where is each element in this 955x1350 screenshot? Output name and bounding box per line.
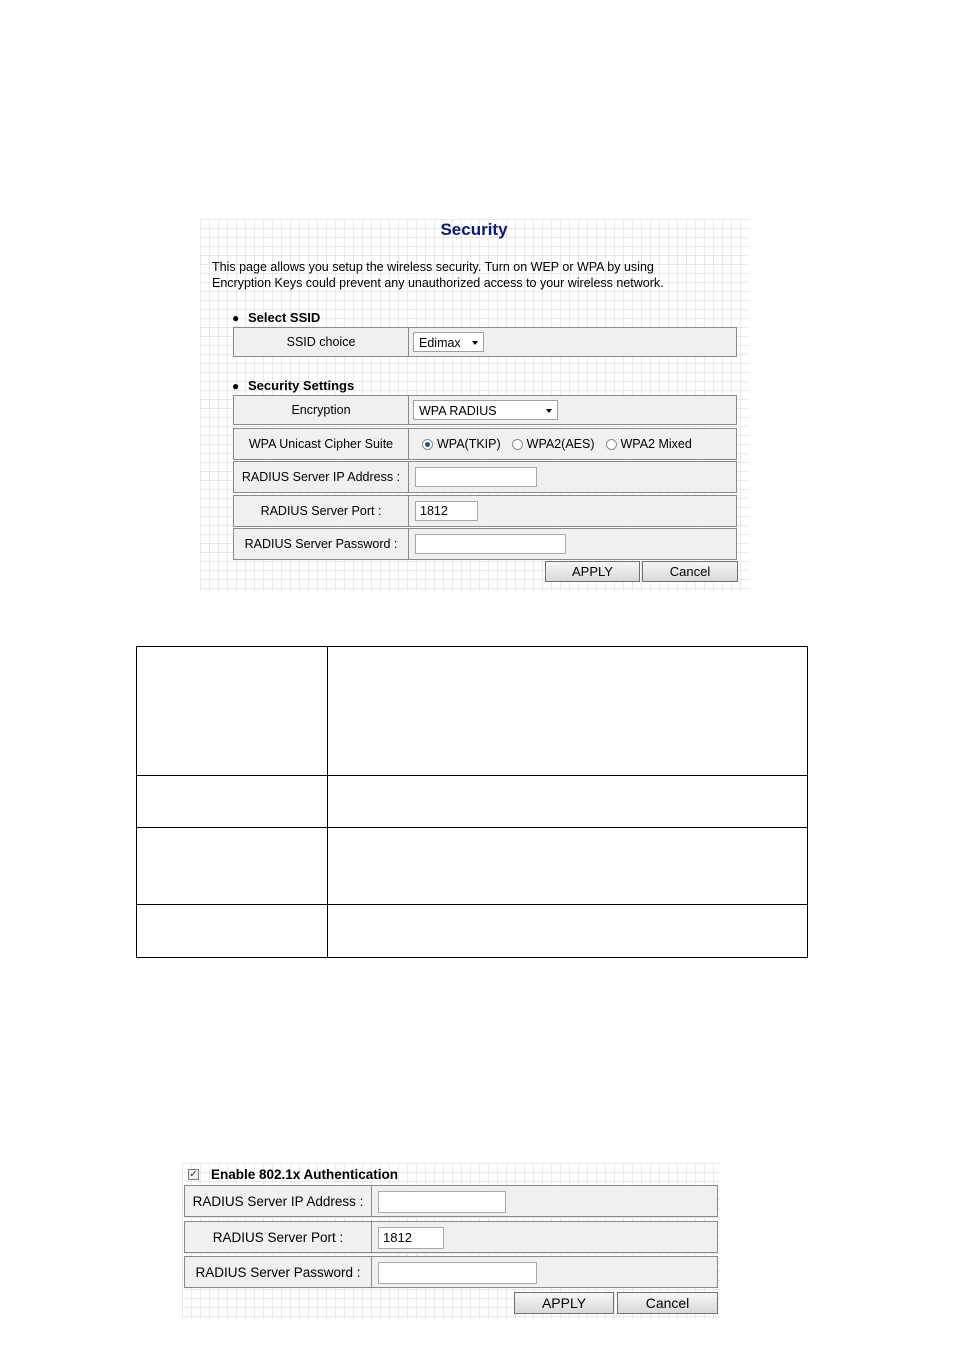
radius-port-row bbox=[233, 495, 737, 527]
dot1x-cancel-button[interactable]: Cancel bbox=[617, 1292, 718, 1314]
cipher-suite-label: WPA Unicast Cipher Suite bbox=[234, 429, 409, 459]
dot1x-radius-password-row bbox=[184, 1256, 718, 1288]
dot1x-radius-port-input[interactable]: 1812 bbox=[378, 1227, 444, 1249]
table-cell bbox=[328, 647, 808, 776]
radius-password-row bbox=[233, 528, 737, 560]
intro-line-1: This page allows you setup the wireless security. Turn on WEP or WPA by using bbox=[212, 260, 654, 274]
radio-button-mixed[interactable] bbox=[606, 439, 617, 450]
radius-password-input[interactable] bbox=[415, 534, 566, 554]
radius-password-label: RADIUS Server Password : bbox=[234, 529, 409, 559]
table-row bbox=[137, 828, 808, 905]
description-table bbox=[136, 646, 808, 958]
chevron-down-icon bbox=[546, 409, 552, 413]
cipher-option-aes-label: WPA2(AES) bbox=[526, 437, 595, 451]
bullet-icon: ● bbox=[232, 311, 240, 325]
cipher-option-tkip-label: WPA(TKIP) bbox=[437, 437, 501, 451]
cipher-option-mixed-label: WPA2 Mixed bbox=[620, 437, 692, 451]
table-cell bbox=[328, 776, 808, 828]
table-cell bbox=[137, 776, 328, 828]
ssid-choice-row bbox=[233, 327, 737, 357]
cipher-option-mixed[interactable] bbox=[606, 437, 692, 451]
table-row bbox=[137, 905, 808, 958]
cipher-option-aes[interactable] bbox=[512, 437, 595, 451]
radius-ip-row bbox=[233, 461, 737, 493]
chevron-down-icon bbox=[472, 341, 478, 345]
radius-ip-input[interactable] bbox=[415, 467, 537, 487]
table-cell bbox=[137, 905, 328, 958]
radius-port-label: RADIUS Server Port : bbox=[234, 496, 409, 526]
dot1x-radius-port-label: RADIUS Server Port : bbox=[185, 1222, 372, 1252]
encryption-select[interactable] bbox=[413, 400, 558, 420]
page-title: Security bbox=[440, 220, 508, 239]
ssid-choice-select[interactable] bbox=[413, 332, 484, 352]
radius-port-input[interactable]: 1812 bbox=[415, 501, 478, 521]
dot1x-radius-port-row bbox=[184, 1221, 718, 1253]
dot1x-radius-ip-label: RADIUS Server IP Address : bbox=[185, 1186, 372, 1216]
radio-button-aes[interactable] bbox=[512, 439, 523, 450]
intro-line-2: Encryption Keys could prevent any unauthorized access to your wireless network. bbox=[212, 276, 664, 290]
apply-button[interactable]: APPLY bbox=[545, 561, 640, 582]
table-cell bbox=[328, 828, 808, 905]
table-cell bbox=[137, 647, 328, 776]
cancel-button[interactable]: Cancel bbox=[642, 561, 738, 582]
dot1x-radius-password-label: RADIUS Server Password : bbox=[185, 1257, 372, 1287]
security-settings-heading-label: Security Settings bbox=[248, 378, 355, 393]
enable-8021x-checkbox[interactable]: ✓ bbox=[189, 1169, 198, 1180]
select-ssid-heading-label: Select SSID bbox=[248, 310, 321, 325]
cipher-option-tkip[interactable] bbox=[422, 437, 501, 451]
table-row bbox=[137, 647, 808, 776]
security-panel bbox=[200, 219, 748, 591]
encryption-row bbox=[233, 395, 737, 425]
dot1x-apply-button[interactable]: APPLY bbox=[514, 1292, 614, 1314]
table-row bbox=[137, 776, 808, 828]
radius-ip-label: RADIUS Server IP Address : bbox=[234, 462, 409, 492]
encryption-label: Encryption bbox=[234, 396, 409, 424]
bullet-icon: ● bbox=[232, 379, 240, 393]
dot1x-panel bbox=[182, 1163, 720, 1319]
dot1x-radius-password-input[interactable] bbox=[378, 1262, 537, 1284]
table-cell bbox=[328, 905, 808, 958]
dot1x-radius-ip-row bbox=[184, 1185, 718, 1217]
ssid-choice-label: SSID choice bbox=[234, 328, 409, 356]
select-ssid-heading bbox=[232, 310, 320, 325]
dot1x-radius-ip-input[interactable] bbox=[378, 1191, 506, 1213]
cipher-radio-group bbox=[422, 437, 703, 451]
table-cell bbox=[137, 828, 328, 905]
radio-button-tkip[interactable] bbox=[422, 439, 433, 450]
ssid-choice-value: Edimax bbox=[419, 336, 461, 350]
encryption-value: WPA RADIUS bbox=[419, 404, 497, 418]
security-intro-text bbox=[212, 259, 692, 291]
cipher-suite-row bbox=[233, 428, 737, 460]
security-settings-heading bbox=[232, 378, 354, 393]
enable-8021x-label: Enable 802.1x Authentication bbox=[211, 1167, 399, 1182]
